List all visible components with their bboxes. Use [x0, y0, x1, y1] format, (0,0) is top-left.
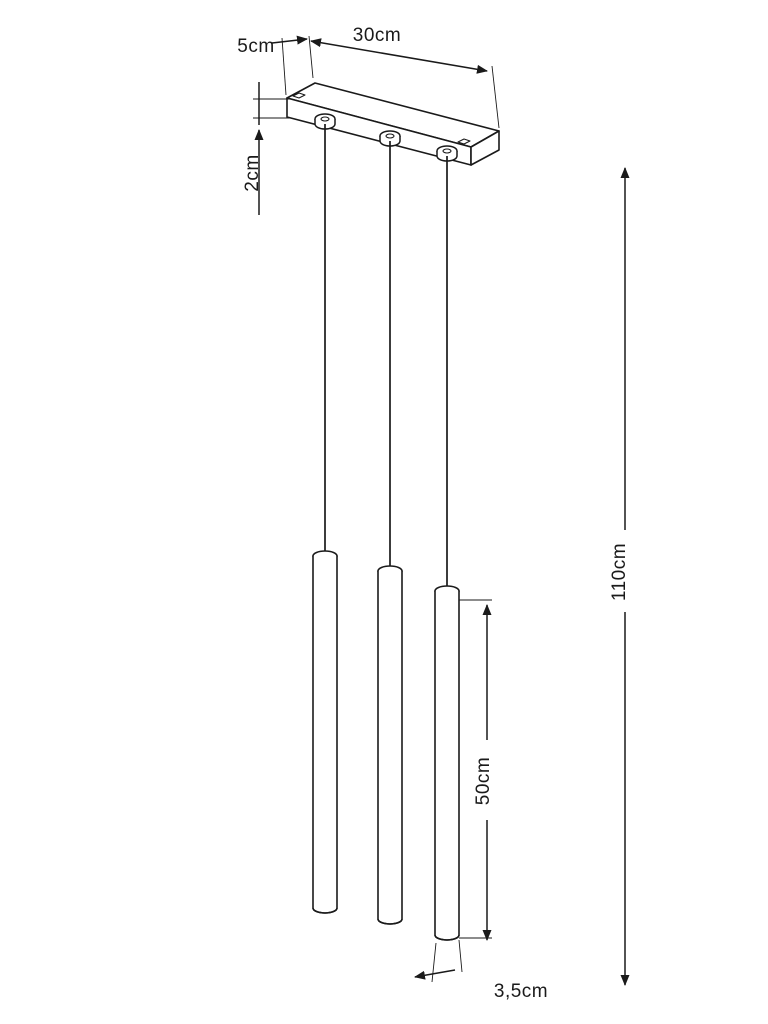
dimension-label-tube-length: 50cm [473, 756, 494, 806]
tube-shade-1 [313, 551, 337, 913]
extension-line-5cm-left [282, 38, 286, 95]
dimension-tube-diameter-35cm [415, 940, 462, 982]
dimension-line-5cm [272, 39, 307, 43]
cable-outlet-3-hole [443, 149, 451, 153]
extension-line-35cm-left [432, 943, 436, 982]
dimension-label-tube-diameter: 3,5cm [493, 981, 549, 1002]
dimension-plate-height-2cm [253, 82, 290, 215]
dimension-label-plate-height: 2cm [242, 154, 263, 192]
tube-shade-2 [378, 566, 402, 924]
tube-1-body [313, 556, 337, 913]
tube-shades [313, 551, 459, 940]
dimension-depth-5cm [272, 38, 307, 95]
cable-outlet-1-hole [321, 117, 329, 121]
tube-2-body [378, 571, 402, 924]
dimension-label-width: 30cm [352, 25, 402, 46]
dimension-label-total-height: 110cm [609, 542, 630, 602]
dimension-label-depth: 5cm [237, 36, 275, 57]
extension-line-30cm-left [309, 36, 313, 78]
dimension-line-35cm [415, 970, 455, 977]
tube-3-body [435, 591, 459, 940]
extension-line-35cm-right [459, 940, 462, 972]
cable-outlet-2-hole [386, 134, 394, 138]
extension-line-30cm-right [492, 66, 499, 128]
suspension-cables [325, 124, 447, 588]
tube-shade-3 [435, 586, 459, 940]
